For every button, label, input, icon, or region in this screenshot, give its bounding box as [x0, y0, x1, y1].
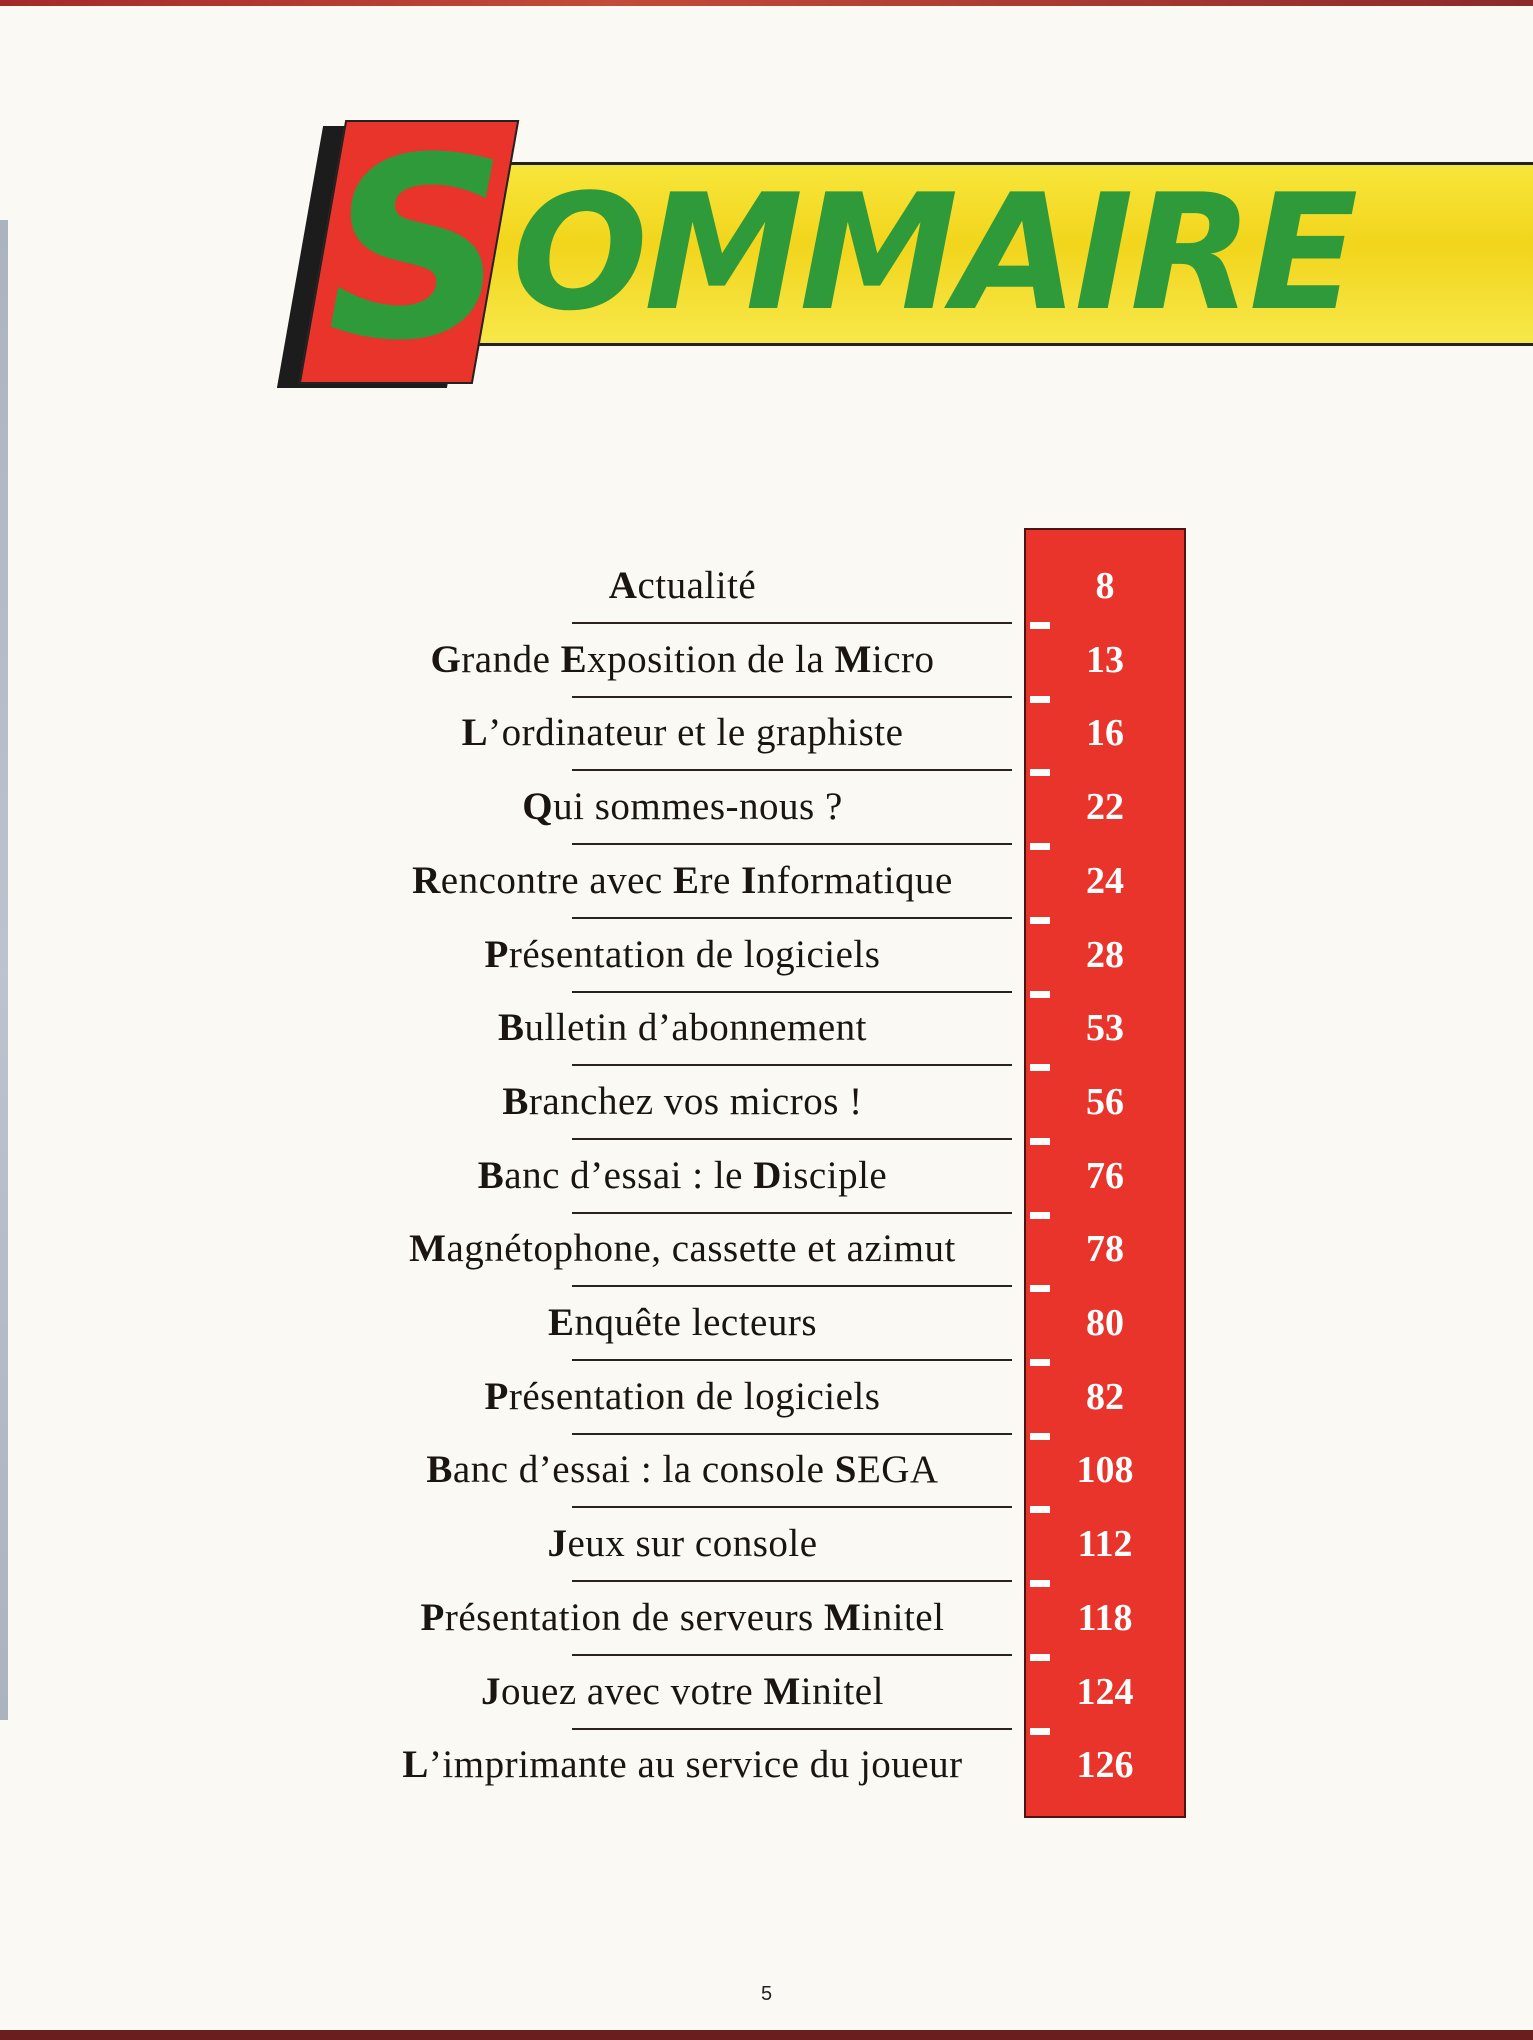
toc-entry-page-number: 108 — [1076, 1449, 1134, 1492]
toc-entry-page-number: 82 — [1086, 1375, 1124, 1418]
toc-entry-page-number: 22 — [1086, 786, 1124, 829]
toc-separator-rule — [572, 622, 1012, 624]
toc-entry-title: Bulletin d’abonnement — [497, 1006, 867, 1050]
toc-entry[interactable] — [0, 552, 1533, 626]
toc-entry[interactable] — [0, 1142, 1533, 1216]
toc-separator-rule — [572, 1285, 1012, 1287]
toc-separator-rule — [572, 696, 1012, 698]
page-bottom-edge — [0, 2030, 1533, 2040]
toc-entry-page-number: 56 — [1086, 1080, 1124, 1123]
toc-separator-rule — [572, 1728, 1012, 1730]
title-rest: OMMAIRE — [512, 159, 1355, 346]
toc-entry[interactable] — [0, 1289, 1533, 1363]
toc-entry-title: Actualité — [608, 564, 757, 607]
toc-separator-rule — [572, 1506, 1012, 1508]
toc-entry-title: Banc d’essai : la console SEGA — [426, 1448, 939, 1492]
toc-entry-title: Enquête lecteurs — [548, 1301, 817, 1344]
toc-entry[interactable] — [0, 1584, 1533, 1658]
toc-separator-rule — [572, 1654, 1012, 1656]
toc-entry-title: Branchez vos micros ! — [502, 1079, 863, 1123]
toc-entry-title: Banc d’essai : le Disciple — [477, 1153, 888, 1197]
toc-entry-title: Grande Exposition de la Micro — [430, 637, 935, 681]
toc-entry[interactable] — [0, 1215, 1533, 1289]
toc-entry[interactable] — [0, 1068, 1533, 1142]
toc-entry-title: Présentation de logiciels — [484, 932, 881, 976]
toc-entry[interactable] — [0, 1510, 1533, 1584]
toc-entry[interactable] — [0, 699, 1533, 773]
toc-entry[interactable] — [0, 994, 1533, 1068]
toc-entry-page-number: 16 — [1086, 712, 1124, 755]
toc-separator-rule — [572, 1138, 1012, 1140]
toc-entry-page-number: 80 — [1086, 1302, 1124, 1344]
toc-entry[interactable] — [0, 1363, 1533, 1437]
toc-separator-rule — [572, 843, 1012, 845]
toc-entry-page-number: 8 — [1095, 565, 1115, 607]
toc-entry-title: Rencontre avec Ere Informatique — [412, 858, 953, 902]
toc-separator-rule — [572, 991, 1012, 993]
toc-entry[interactable] — [0, 1436, 1533, 1510]
toc-entry[interactable] — [0, 847, 1533, 921]
toc-entry-page-number: 118 — [1077, 1596, 1133, 1639]
page-folio: 5 — [760, 1983, 773, 2005]
toc-entry-title: Jouez avec votre Minitel — [481, 1669, 884, 1713]
toc-entry-page-number: 76 — [1086, 1154, 1124, 1197]
toc-entry[interactable] — [0, 921, 1533, 995]
toc-entry-title: L’ordinateur et le graphiste — [461, 711, 904, 755]
toc-entry[interactable] — [0, 626, 1533, 700]
toc-separator-rule — [572, 1212, 1012, 1214]
toc-entry[interactable] — [0, 1658, 1533, 1732]
toc-entry-title: Qui sommes-nous ? — [522, 785, 843, 829]
toc-entry-page-number: 112 — [1077, 1523, 1133, 1566]
toc-entry-page-number: 126 — [1076, 1744, 1134, 1787]
toc-separator-rule — [572, 1433, 1012, 1435]
page-top-edge — [0, 0, 1533, 6]
toc-entry-title: Présentation de serveurs Minitel — [420, 1595, 945, 1639]
toc-entry-title: Magnétophone, cassette et azimut — [409, 1227, 956, 1271]
toc-entry-page-number: 28 — [1086, 933, 1124, 976]
toc-separator-rule — [572, 1064, 1012, 1066]
toc-entry-page-number: 53 — [1086, 1007, 1124, 1050]
toc-separator-rule — [572, 917, 1012, 919]
toc-entry[interactable] — [0, 773, 1533, 847]
title-first-letter: S — [326, 104, 508, 395]
toc-entry-title: Jeux sur console — [547, 1522, 818, 1566]
toc-entry-page-number: 124 — [1076, 1670, 1134, 1713]
toc-entry[interactable] — [0, 1731, 1533, 1805]
toc-entry-page-number: 78 — [1086, 1228, 1124, 1271]
toc-entry-title: Présentation de logiciels — [484, 1374, 881, 1418]
toc-entry-page-number: 24 — [1086, 859, 1124, 902]
toc-separator-rule — [572, 1580, 1012, 1582]
toc-separator-rule — [572, 1359, 1012, 1361]
toc-entry-page-number: 13 — [1086, 638, 1124, 681]
toc-separator-rule — [572, 769, 1012, 771]
toc-entry-title: L’imprimante au service du joueur — [402, 1743, 963, 1787]
